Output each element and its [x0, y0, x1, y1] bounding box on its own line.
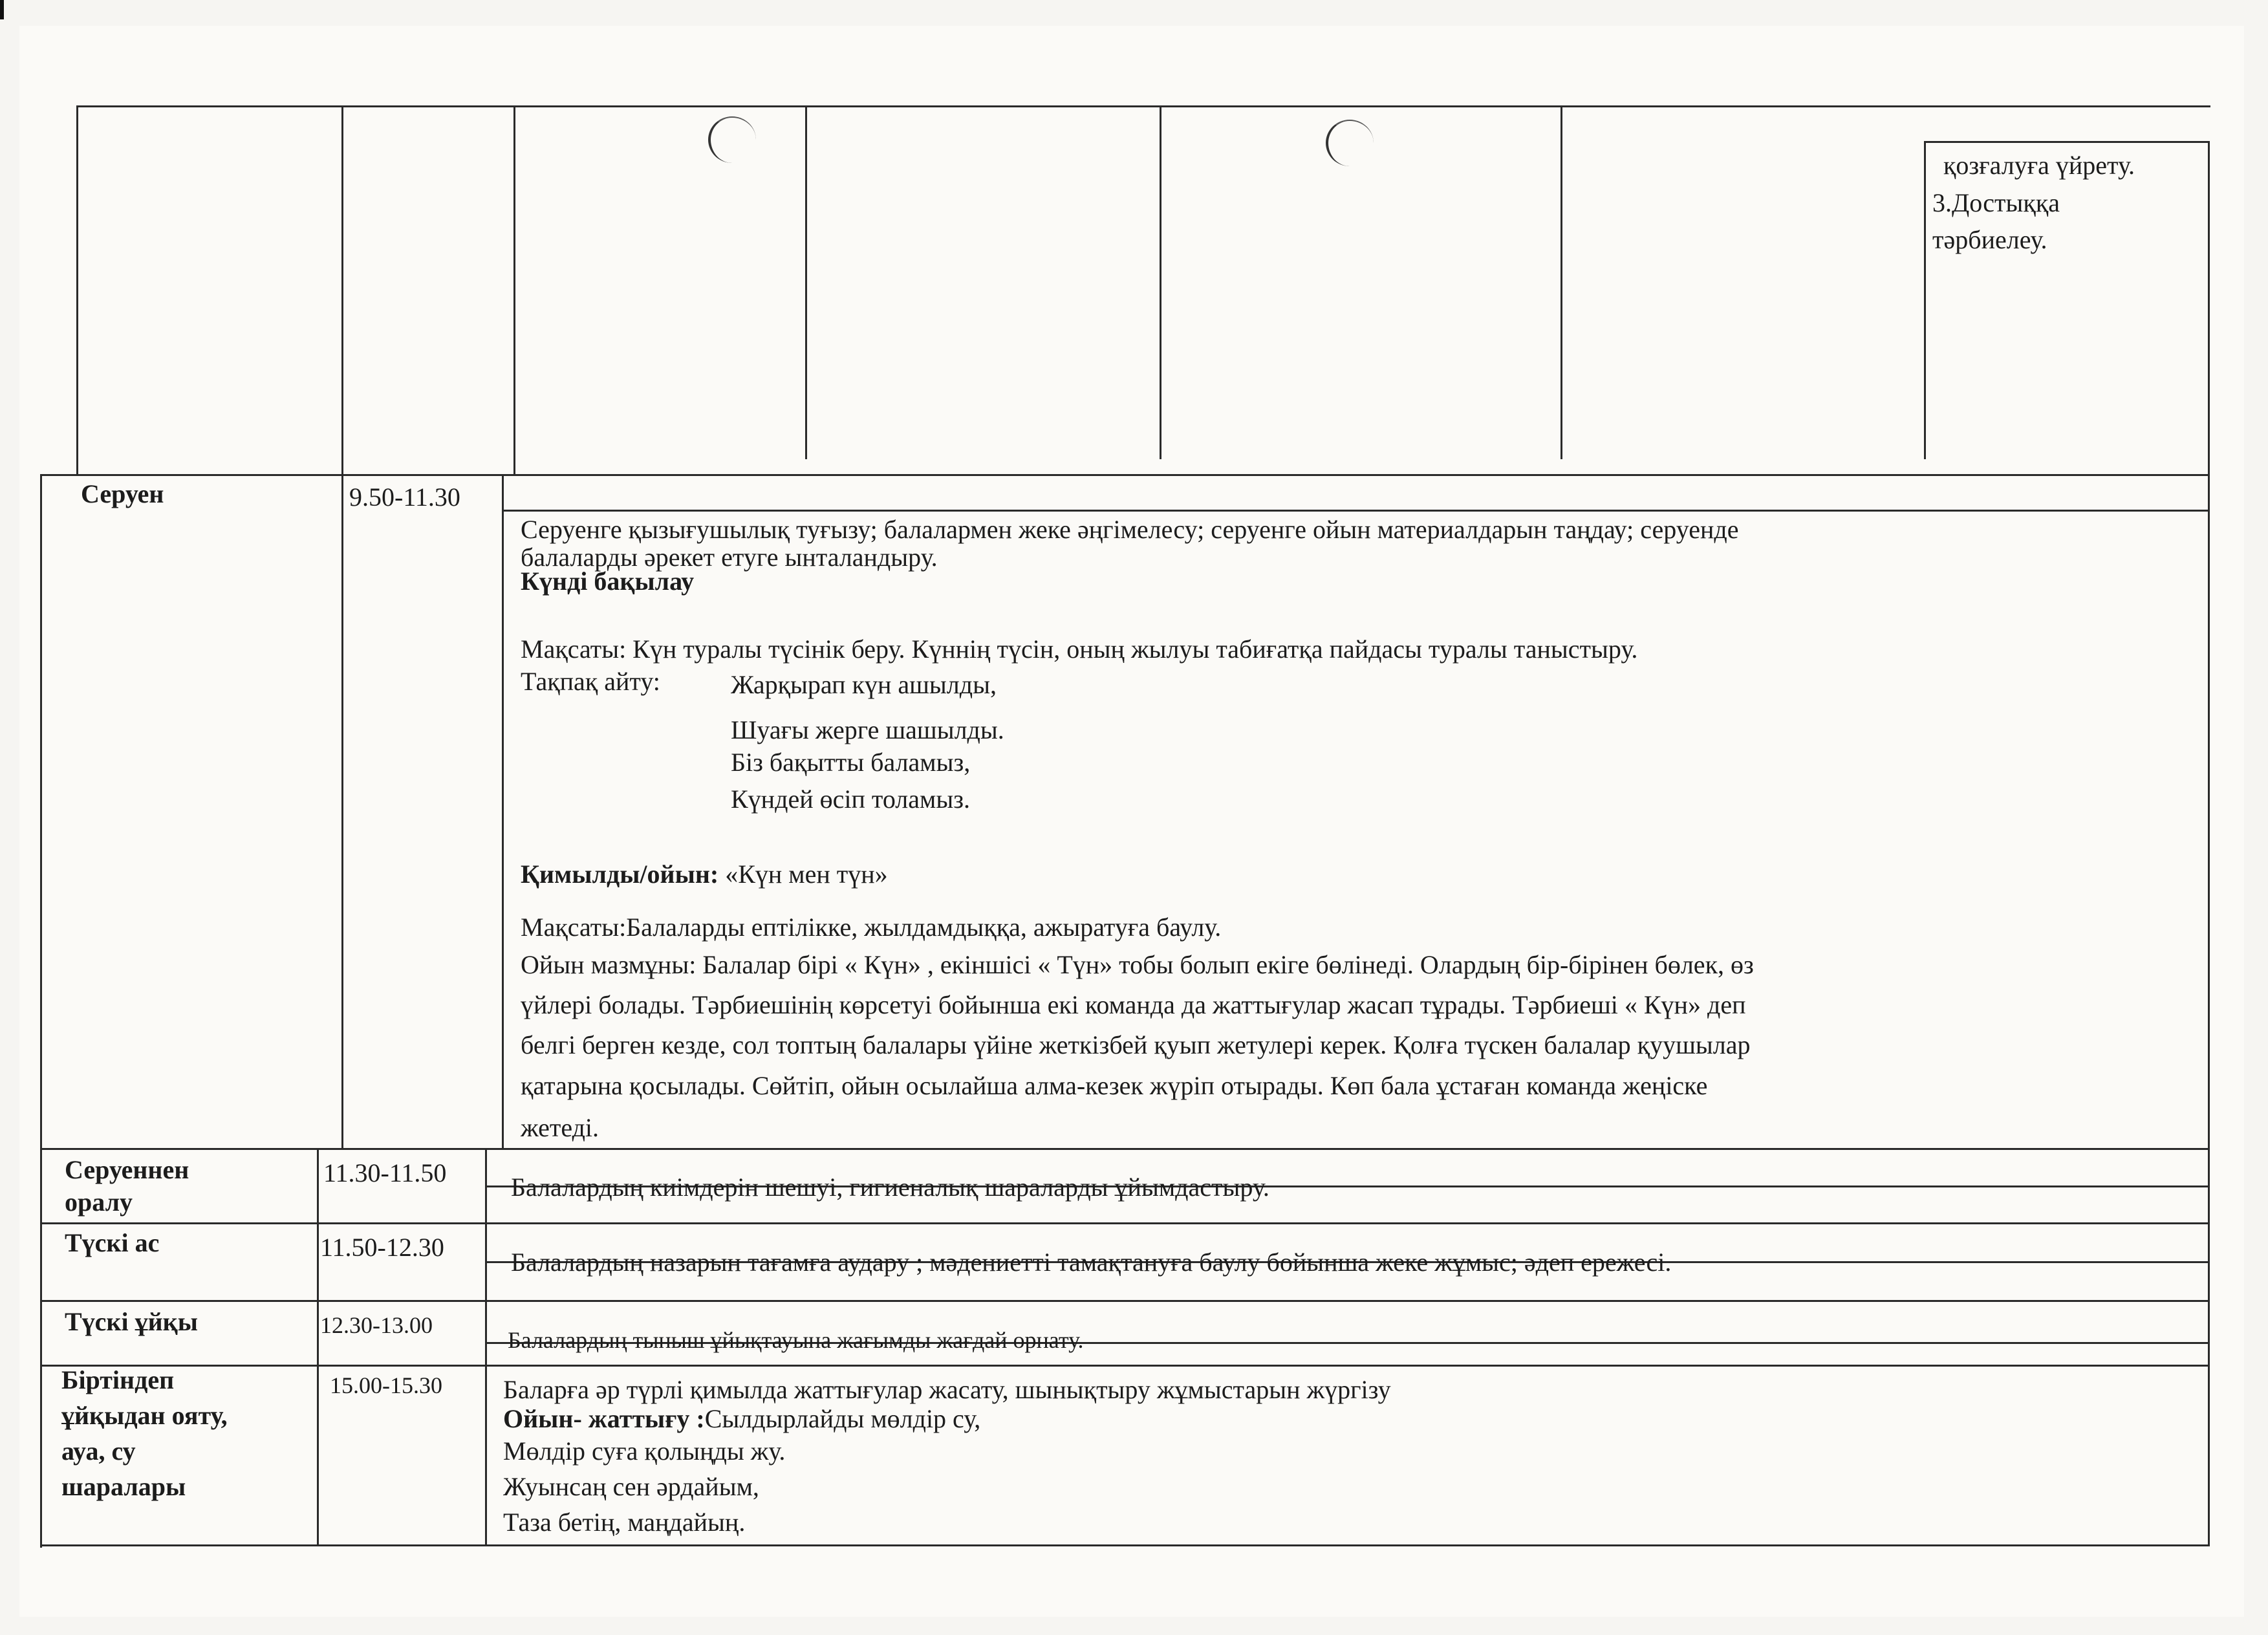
walk-observation-title: Күнді бақылау: [521, 567, 695, 596]
walk-game-content-line-4: қатарына қосылады. Сөйтіп, ойын осылайша алма-кезек жүріп отырады. Көп бала ұстаған команда жеңіске: [521, 1071, 1708, 1100]
top-row-cell-line-1: қозғалуға үйрету.: [1943, 151, 2135, 180]
walk-poem-line-1: Жарқырап күн ашылды,: [731, 670, 997, 699]
return-time: 11.30-11.50: [323, 1158, 447, 1187]
walk-game-content-line-5: жетеді.: [521, 1113, 599, 1142]
walk-activity-name: Серуен: [81, 479, 164, 508]
wake-time: 15.00-15.30: [330, 1372, 442, 1398]
nap-text: Балалардың тыныш ұйықтауына жағымды жағдай орнату.: [508, 1327, 1084, 1353]
wake-exercise-line-2: Мөлдір суға қолыңды жу.: [503, 1436, 786, 1466]
wake-exercise-first-line: Сылдырлайды мөлдір су,: [704, 1404, 981, 1433]
walk-poem-line-4: Күндей өсіп толамыз.: [731, 785, 970, 814]
walk-game-content-line-1: Ойын мазмұны: Балалар бірі « Күн» , екіншісі « Түн» тобы болып екіге бөлінеді. Олардың бір-бірінен бөлек, өз: [521, 950, 1754, 979]
walk-time: 9.50-11.30: [349, 482, 460, 512]
scan-edge-mark: [0, 0, 4, 19]
walk-intro-line-2: балаларды әрекет етуге ынталандыру.: [521, 543, 938, 572]
punch-hole-right: [1326, 120, 1374, 166]
walk-poem-label: Тақпақ айту:: [521, 667, 660, 696]
walk-goal: Мақсаты: Күн туралы түсінік беру. Күннің түсін, оның жылуы табиғатқа пайдасы туралы таныстыру.: [521, 634, 1638, 664]
top-row-cell-line-2: 3.Достыққа: [1932, 188, 2060, 217]
wake-activity-name-line-2: ұйқыдан ояту,: [61, 1401, 228, 1430]
wake-activity-name-line-4: шаралары: [61, 1472, 186, 1501]
return-text: Балалардың киімдерін шешуі, гигиеналық шараларды ұйымдастыру.: [511, 1173, 1269, 1202]
walk-game-label: Қимылды/ойын:: [521, 860, 719, 889]
walk-poem-line-3: Біз бақытты баламыз,: [731, 748, 971, 777]
lunch-text: Балалардың назарын тағамға аудару ; мәдениетті тамақтануға баулу бойынша жеке жұмыс; әдеп ережесі.: [511, 1248, 1672, 1277]
return-activity-name-line-2: оралу: [65, 1187, 133, 1217]
walk-game-goal: Мақсаты:Балаларды ептілікке, жылдамдыққа, ажыратуға баулу.: [521, 913, 1222, 942]
wake-exercise-line-3: Жуынсаң сен әрдайым,: [503, 1472, 759, 1501]
return-activity-name-line-1: Серуеннен: [65, 1155, 189, 1184]
lunch-time: 11.50-12.30: [320, 1233, 444, 1262]
walk-intro-line-1: Серуенге қызығушылық туғызу; балалармен жеке әңгімелесу; серуенге ойын материалдарын таңдау; серуенде: [521, 515, 1739, 544]
walk-game-name: «Күн мен түн»: [725, 860, 888, 889]
wake-activity-name-line-1: Біртіндеп: [61, 1365, 175, 1394]
nap-activity-name: Түскі ұйқы: [65, 1307, 198, 1336]
lunch-activity-name: Түскі ас: [65, 1228, 160, 1257]
wake-text-line-1: Баларға әр түрлі қимылда жаттығулар жасату, шынықтыру жұмыстарын жүргізу: [503, 1375, 1391, 1404]
walk-game-content-line-2: үйлері болады. Тәрбиешінің көрсетуі бойынша екі команда да жаттығулар жасап тұрады. Тәрбиеші « Күн» деп: [521, 990, 1746, 1019]
punch-hole-left: [708, 116, 756, 163]
walk-poem-line-2: Шуағы жерге шашылды.: [731, 715, 1004, 744]
wake-exercise-label: Ойын- жаттығу :: [503, 1404, 705, 1433]
wake-exercise-line: [503, 1403, 980, 1435]
top-row-cell-line-3: тәрбиелеу.: [1932, 225, 2047, 254]
nap-time: 12.30-13.00: [320, 1312, 433, 1338]
wake-exercise-line-4: Таза бетің, маңдайың.: [503, 1508, 746, 1537]
walk-game-title: [521, 859, 888, 890]
wake-activity-name-line-3: ауа, су: [61, 1436, 136, 1466]
walk-game-content-line-3: белгі берген кезде, сол топтың балалары үйіне жеткізбей қуып жетулері керек. Қолға түскен балалар қуушылар: [521, 1030, 1751, 1059]
